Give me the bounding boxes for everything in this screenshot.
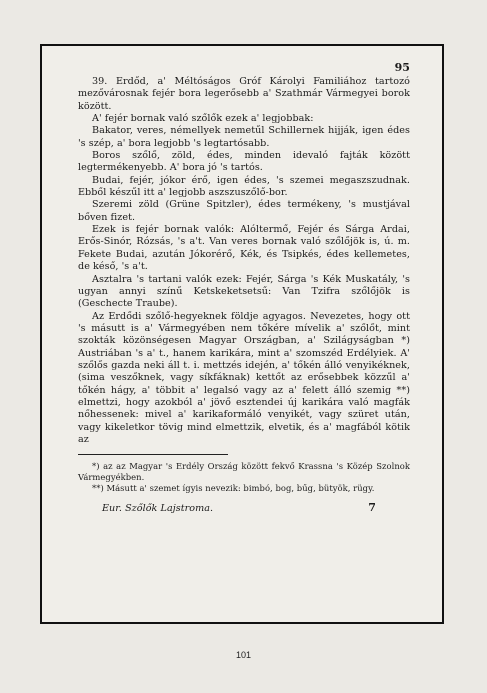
paragraph-white-wine-intro: A' fejér bornak való szőlők ezek a' legjobbak:	[92, 113, 314, 125]
footnote-2: **) Másutt a' szemet ígyis nevezik: bimbó, bog, bűg, bütyök, rügy.	[92, 483, 375, 494]
page-number: 95	[394, 61, 410, 74]
page-content	[78, 60, 410, 614]
paragraph-erdod: 39. Erdőd, a' Méltóságos Gróf Károlyi Familiához tartozó mezővárosnak fejér bora legerősebb a' Szathmár Vármegyei borok között.	[78, 76, 410, 112]
signature-line	[78, 502, 410, 515]
footnote-1: *) az az Magyar 's Erdély Ország között fekvő Krassna 's Közép Szolnok Vármegyékben.	[78, 461, 410, 483]
scan-page-number: 101	[235, 650, 252, 660]
paragraph-szeremi-zold: Szeremi zöld (Grüne Spitzler), édes termékeny, 's mustjával bőven fizet.	[78, 199, 410, 223]
paragraph-boros-szolo: Boros szőlő, zöld, édes, minden idevaló fajták között legtermékenyebb. A' bora jó 's tartós.	[78, 150, 410, 174]
paragraph-bakator: Bakator, veres, némellyek nemetűl Schillernek hijják, igen édes 's szép, a' bora legjobb 's legtartósabb.	[78, 125, 410, 149]
paragraph-table-grapes: Asztalra 's tartani valók ezek: Fejér, Sárga 's Kék Muskatály, 's ugyan annyi színű Ketskeketsetsű: Van Tzifra szőlőjök is (Geschecte Traube).	[78, 273, 410, 310]
paragraph-budai: Budai, fejér, jókor érő, igen édes, 's szemei megaszszudnak. Ebből készűl itt a' legjobb aszszuszőlő-bor.	[78, 174, 410, 199]
footnote-divider	[78, 454, 228, 455]
scanned-page	[40, 44, 444, 624]
paragraph-vineyard-soil: Az Erdődi szőlő-hegyeknek földje agyagos. Nevezetes, hogy ott 's másutt is a' Vármegyében nem tőkére mívelik a' szőlőt, mint szokták közönségesen Magyar Országban, a' Szilágyságban *) Austriában 's a' t., hanem karikára, mint a' szomszéd Erdélyiek. A' szőlős gazda neki áll t. i. mettzés idején, a' tőkén álló venyikéknek, (sima veszőknek, vagy síkfáknak) kettőt az erősebbek közzűl a' tőkén hágy, a' többit a' legalsó vagy az a' felett álló szemig **) elmettzi, hogy azokból a' jövő esztendei új karikára való magfák nőhessenek: mivel a' karikaformáló venyikét, vagy szüret után, vagy kikeletkor tövig mind elmettzik, elvetik, és a' magfából kötik az	[78, 310, 410, 445]
paragraph-other-white-varieties: Ezek is fejér bornak valók: Alóltermő, Fejér és Sárga Ardai, Erős-Sinór, Rózsás, 's a't. Van veres bornak való szőlőjök is, ú. m. Fekete Budai, azután Jókorérő, Kék, és Tsipkés, édes kellemetes, de késő, 's a't.	[78, 224, 410, 273]
signature-title: Eur. Szőlők Lajstroma.	[102, 503, 214, 515]
signature-number: 7	[368, 501, 376, 515]
